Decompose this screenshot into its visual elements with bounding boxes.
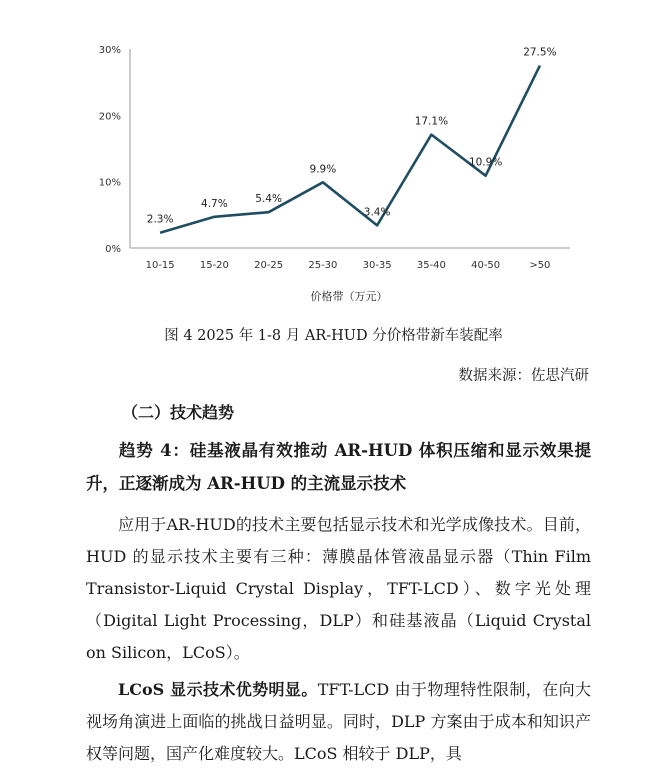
data-labels <box>147 47 557 226</box>
data-label: 4.7% <box>201 197 228 210</box>
y-tick-label: 0% <box>105 244 121 255</box>
y-tick-label: 10% <box>98 177 121 189</box>
y-tick-label: 20% <box>98 111 121 123</box>
paragraph-1: 应用于AR-HUD的技术主要包括显示技术和光学成像技术。目前，HUD 的显示技术主要有三种：薄膜晶体管液晶显示器（Thin Film Transistor-Liquid Crystal Display，TFT-LCD）、数字光处理（Digital Light Processing，DLP）和硅基液晶（Liquid Crystal on Silicon，LCoS）。 <box>86 515 591 662</box>
data-label: 2.3% <box>146 213 174 226</box>
line-chart <box>0 0 667 315</box>
x-tick-label: 25-30 <box>308 260 338 271</box>
x-tick-label: 35-40 <box>416 260 446 271</box>
x-tick-labels <box>146 260 551 271</box>
data-label: 10.9% <box>468 156 503 169</box>
paragraph-2-body: TFT-LCD 由于物理特性限制，在向大视场角演进上面临的挑战日益明显。同时，DLP 方案由于成本和知识产权等问题，国产化难度较大。LCoS 相较于 DLP，具 <box>86 680 591 763</box>
data-label: 5.4% <box>255 193 282 206</box>
data-label: 17.1% <box>414 115 449 128</box>
figure-caption: 图 4 2025 年 1-8 月 AR-HUD 分价格带新车装配率 <box>164 328 503 344</box>
paragraph-2 <box>86 674 591 770</box>
paragraph-2-lead: LCoS 显示技术优势明显。 <box>118 680 318 699</box>
data-source: 数据来源：佐思汽研 <box>458 368 589 384</box>
x-tick-label: >50 <box>529 260 551 271</box>
trend-heading: 趋势 4：硅基液晶有效推动 AR-HUD 体积压缩和显示效果提升，正逐渐成为 AR-HUD 的主流显示技术 <box>86 441 591 493</box>
x-axis-title: 价格带（万元） <box>310 290 388 303</box>
x-tick-label: 30-35 <box>362 260 392 271</box>
y-tick-labels <box>99 45 121 255</box>
data-label: 3.4% <box>363 206 391 219</box>
x-tick-label: 15-20 <box>199 260 229 271</box>
y-tick-label: 30% <box>98 45 121 56</box>
x-tick-label: 40-50 <box>471 260 501 271</box>
x-tick-label: 10-15 <box>145 260 175 271</box>
data-label: 27.5% <box>523 46 557 59</box>
x-tick-label: 20-25 <box>254 260 284 271</box>
data-label: 9.9% <box>309 163 337 176</box>
section-heading: （二）技术趋势 <box>122 403 235 422</box>
